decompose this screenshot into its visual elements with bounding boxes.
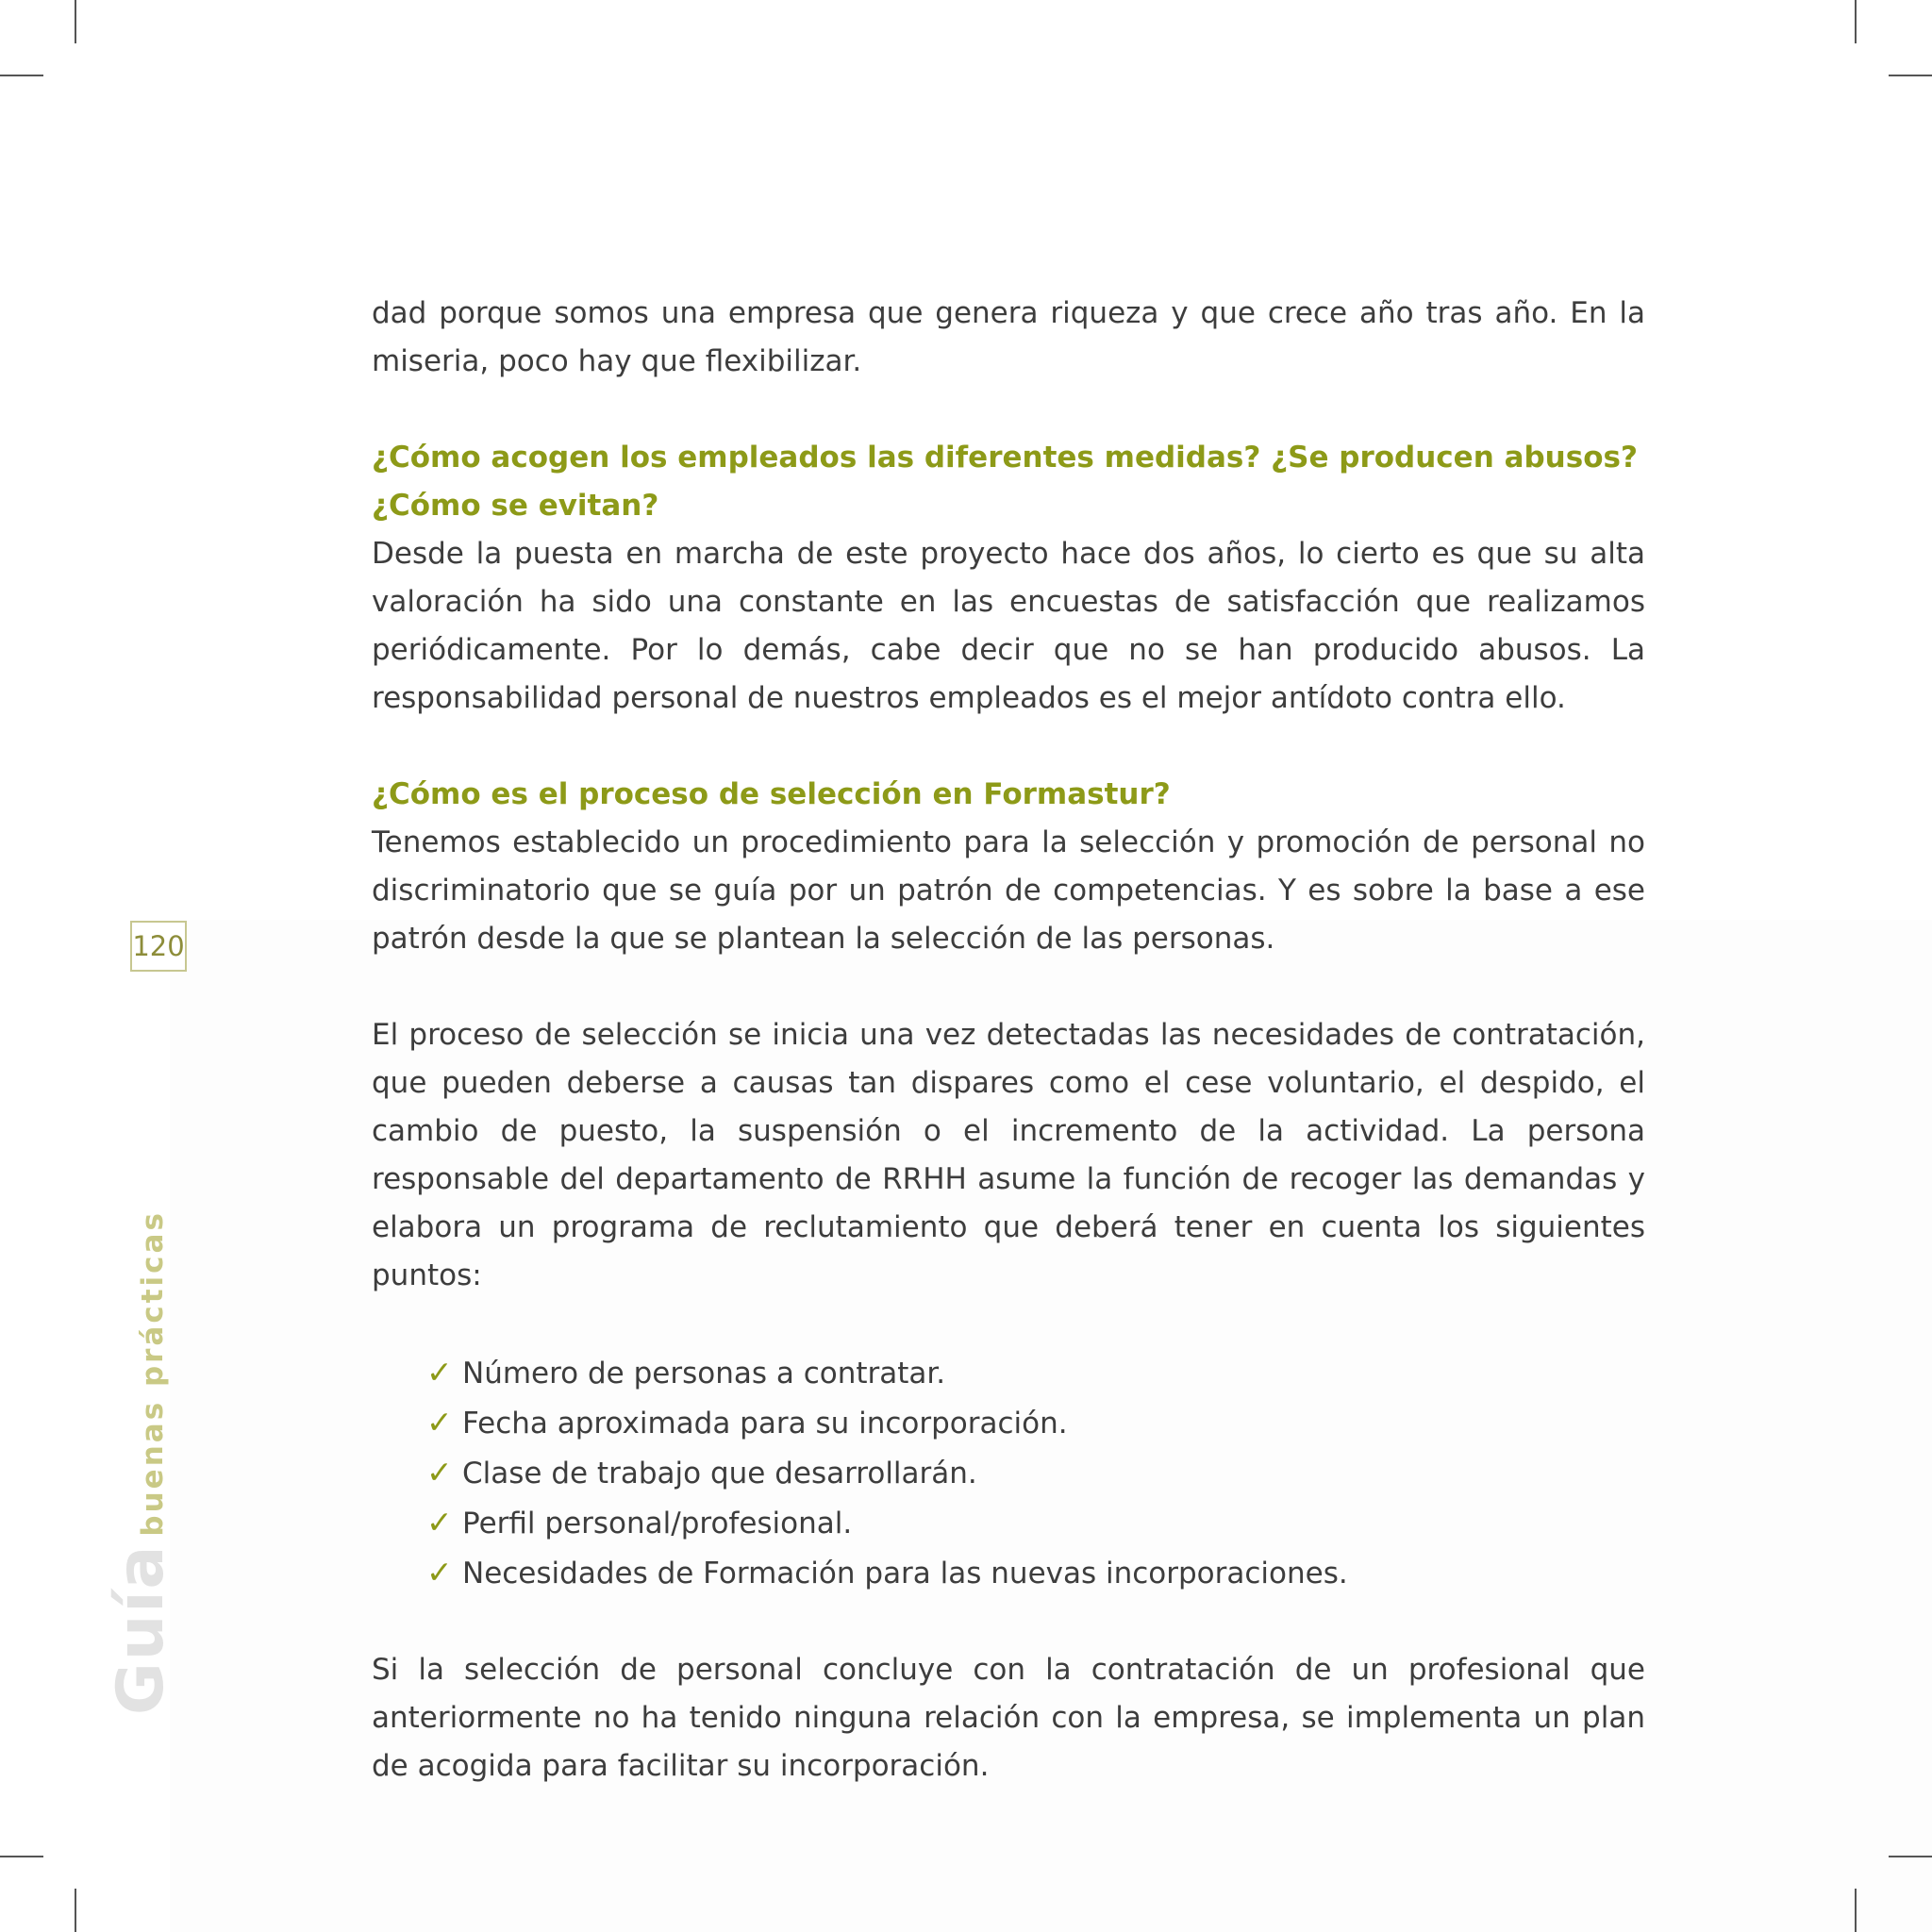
sidebar-title-sub: buenas prácticas (136, 1210, 170, 1537)
question-heading-1: ¿Cómo acogen los empleados las diferentes medidas? ¿Se producen abusos? ¿Cómo se evitan? (372, 441, 1638, 523)
checklist-item-label: Número de personas a contratar. (462, 1357, 946, 1391)
checkmark-icon: ✓ (426, 1504, 453, 1541)
crop-mark-top-left-h (0, 75, 43, 76)
checklist-item-label: Perfil personal/profesional. (462, 1507, 853, 1541)
checklist-item (426, 1548, 1645, 1598)
sidebar-title (104, 1210, 178, 1715)
article-body (372, 290, 1645, 1790)
spacer (372, 723, 1645, 771)
checklist-item-label: Necesidades de Formación para las nuevas incorporaciones. (462, 1557, 1348, 1591)
crop-mark-bottom-right-h (1889, 1856, 1932, 1857)
crop-mark-bottom-left-h (0, 1856, 43, 1857)
process-paragraph: El proceso de selección se inicia una vez detectadas las necesidades de contratación, que pueden deberse a causas tan dispares como el cese voluntario, el despido, el cambio de puesto, la suspensión o el incremento de la actividad. La persona responsable del departamento de RRHH asume la función de recoger las demandas y elabora un programa de reclutamiento que deberá tener en cuenta los siguientes puntos: (372, 1018, 1645, 1292)
answer-paragraph-1: Desde la puesta en marcha de este proyecto hace dos años, lo cierto es que su alta valoración ha sido una constante en las encuestas de satisfacción que realizamos periódicamente. Por lo demás, cabe decir que no se han producido abusos. La responsabilidad personal de nuestros empleados es el mejor antídoto contra ello. (372, 537, 1645, 715)
checkmark-icon: ✓ (426, 1354, 453, 1391)
checklist-item-label: Clase de trabajo que desarrollarán. (462, 1457, 977, 1491)
crop-mark-top-left-v (75, 0, 76, 43)
final-paragraph: Si la selección de personal concluye con la contratación de un profesional que anteriormente no ha tenido ninguna relación con la empresa, se implementa un plan de acogida para facilitar su incorporación. (372, 1653, 1645, 1783)
spacer (372, 1300, 1645, 1348)
sidebar-title-main: Guía (104, 1543, 178, 1715)
question-heading-2: ¿Cómo es el proceso de selección en Formastur? (372, 777, 1171, 811)
checkmark-icon: ✓ (426, 1554, 453, 1591)
checklist-item (426, 1398, 1645, 1448)
crop-mark-bottom-left-v (75, 1889, 76, 1932)
checklist-item-label: Fecha aproximada para su incorporación. (462, 1407, 1068, 1441)
spacer (372, 1598, 1645, 1646)
requirements-checklist (372, 1348, 1645, 1598)
crop-mark-top-right-v (1855, 0, 1857, 43)
spacer (372, 963, 1645, 1011)
checklist-item (426, 1448, 1645, 1498)
intro-paragraph: dad porque somos una empresa que genera riqueza y que crece año tras año. En la miseria, poco hay que flexibilizar. (372, 296, 1645, 378)
crop-mark-bottom-right-v (1855, 1889, 1857, 1932)
spacer (372, 386, 1645, 434)
checkmark-icon: ✓ (426, 1454, 453, 1491)
checklist-item (426, 1498, 1645, 1548)
page-number: 120 (130, 921, 187, 972)
answer-paragraph-2: Tenemos establecido un procedimiento para la selección y promoción de personal no discriminatorio que se guía por un patrón de competencias. Y es sobre la base a ese patrón desde la que se plantean la selección de las personas. (372, 825, 1645, 956)
checkmark-icon: ✓ (426, 1404, 453, 1441)
crop-mark-top-right-h (1889, 75, 1932, 76)
checklist-item (426, 1348, 1645, 1398)
